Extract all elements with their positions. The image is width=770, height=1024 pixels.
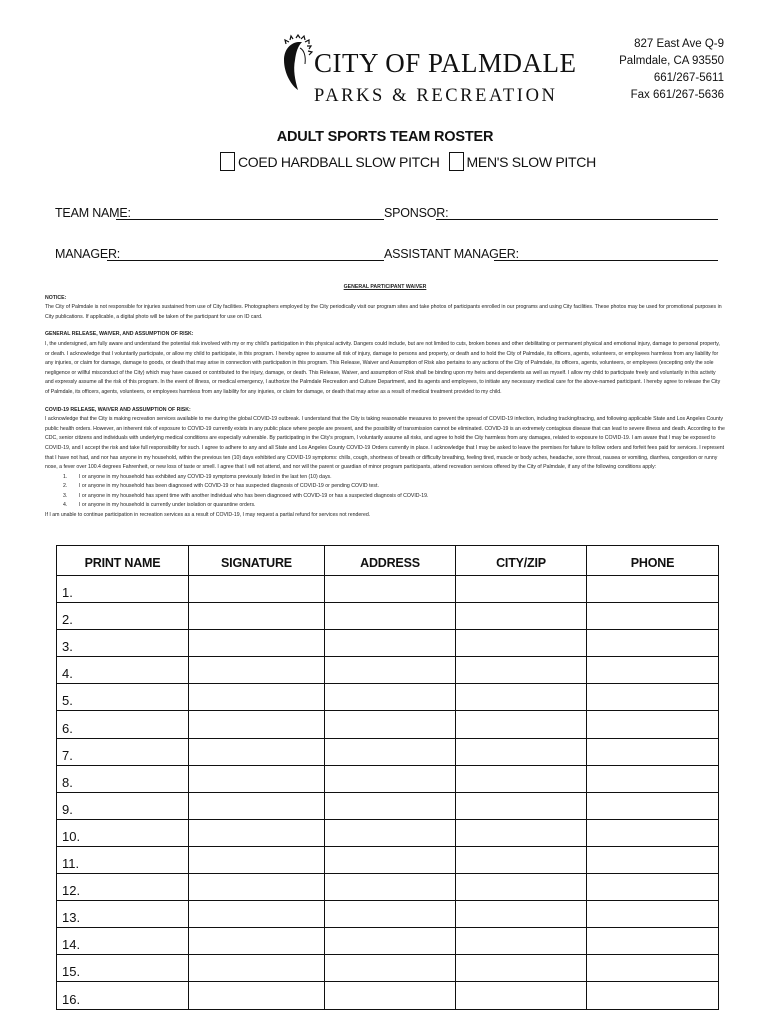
table-row bbox=[57, 630, 719, 657]
signature-cell[interactable] bbox=[189, 955, 325, 982]
row-number: 8. bbox=[62, 774, 73, 790]
row-number: 6. bbox=[62, 720, 73, 736]
address-cell[interactable] bbox=[325, 955, 456, 982]
row-number: 5. bbox=[62, 693, 73, 709]
table-row bbox=[57, 819, 719, 846]
print-name-cell[interactable] bbox=[57, 630, 189, 657]
mens-checkbox[interactable] bbox=[449, 152, 464, 171]
row-number: 13. bbox=[62, 910, 81, 926]
address-cell[interactable] bbox=[325, 846, 456, 873]
print-name-cell[interactable] bbox=[57, 657, 189, 684]
phone-cell[interactable] bbox=[587, 657, 719, 684]
print-name-cell[interactable] bbox=[57, 738, 189, 765]
phone-cell[interactable] bbox=[587, 819, 719, 846]
covid-text: I acknowledge that the City is making recreation services available to me during the global COVID-19 outbreak. I understand that the City is taking reasonable measures to prevent the spread of COVID-19 infection, including tracking/tracing, and following applicable State and Los Angeles County public health orders. However, an inherent risk of exposure to COVID-19 currently exists in any public place where people are present, and the possibility of transmission cannot be eliminated. COVID-19 is an extremely contagious disease that can lead to severe illness and death. According to the CDC, senior citizens and individuals with underlying medical conditions are especially vulnerable. By participating in the City's program, I voluntarily assume all risks, and agree to hold the City harmless from any damages, related to exposure to COVID-19. I am aware that I may be exposed to COVID-19, and I accept the risk and take full responsibility for such. I agree to adhere to any and all State and Los Angeles County COVID-19 Orders currently in place. I acknowledge that I may be asked to leave the premises for failure to follow orders and forfeit fees paid for services. I represent that I have not had, and nor has anyone in my household, within the previous ten (10) days exhibited any COVID-19 symptoms: chills, cough, shortness of breath or difficulty breathing, feeling tired, muscle or body aches, headache, sore throat, nausea or vomiting, diarrhea, congestion or runny nose, a fever over 100.4 degrees Fahrenheit, or new loss of taste or smell. I agree that I will not attend, and nor will the parent or guardian of minor program participants, attend recreation services offered by the City of Palmdale, if any of the following conditions apply: bbox=[45, 416, 725, 471]
city-state-zip: Palmdale, CA 93550 bbox=[619, 55, 724, 67]
print-name-cell[interactable] bbox=[57, 819, 189, 846]
row-number: 11. bbox=[62, 856, 80, 872]
release-text: I, the undersigned, am fully aware and understand the potential risk involved with my or my child's participation in this physical activity. Dangers could include, but are not limited to cuts, broken bones and other debilitating or permanent physical and emotional injury, damage to personal property, or death. I acknowledge that I voluntarily participate, or allow my child to participate, in this program. I hereby agree to assume all risk of injury, damage to persons and property, or death and to hold the City of Palmdale, its officers, agents, volunteers, or employees harmless from any liability for any injuries, or claim for damage, damage to goods, or death that may arise in connection with participation in this program. This Release, Waiver and Assumption of Risk also pertains to any actions of the City of Palmdale, its officers, agents, volunteers, or employees (excepting only the sole negligence or willful misconduct of the City) which may have caused or contributed to the injury, damage, or death. This Release, Waiver, and assumption of Risk shall be binding upon my heirs and dependents as well as myself. I allow my child to participate freely and voluntarily in this activity and expressly assume all the risk of this program. In the event of illness, or medical emergency, I authorize the Palmdale Recreation and Culture Department, and its agents and employees, to initiate any necessary medical care for the above-named participant. I hereby agree to release the City of Palmdale, its officers, agents, volunteers, or employees harmless from any liability for any injuries, or claim for damage, or death that may arise as a result of medical treatment provided to my child. bbox=[45, 340, 721, 395]
address-cell[interactable] bbox=[325, 819, 456, 846]
city-zip-cell[interactable] bbox=[456, 684, 587, 711]
city-name: CITY OF PALMDALE bbox=[314, 48, 577, 78]
print-name-cell[interactable] bbox=[57, 603, 189, 630]
city-zip-cell[interactable] bbox=[456, 603, 587, 630]
table-row bbox=[57, 603, 719, 630]
manager-field[interactable] bbox=[107, 260, 384, 261]
table-row bbox=[57, 955, 719, 982]
header-address: ADDRESS bbox=[325, 546, 456, 576]
row-number: 15. bbox=[62, 964, 81, 980]
signature-cell[interactable] bbox=[189, 576, 325, 603]
row-number: 7. bbox=[62, 747, 73, 763]
table-row bbox=[57, 928, 719, 955]
table-row bbox=[57, 684, 719, 711]
phone-cell[interactable] bbox=[587, 792, 719, 819]
signature-cell[interactable] bbox=[189, 901, 325, 928]
signature-cell[interactable] bbox=[189, 819, 325, 846]
assistant-manager-label: ASSISTANT MANAGER: bbox=[384, 247, 519, 261]
signature-cell[interactable] bbox=[189, 928, 325, 955]
condition-item: 2. I or anyone in my household has been diagnosed with COVID-19 or has suspected diagnosis of COVID-19 or pending COVID test. bbox=[63, 483, 379, 490]
closing-text: If I am unable to continue participation in recreation services as a result of COVID-19, I may request a partial refund for services not rendered. bbox=[45, 512, 371, 519]
table-row bbox=[57, 657, 719, 684]
table-row bbox=[57, 901, 719, 928]
phone-cell[interactable] bbox=[587, 901, 719, 928]
table-row bbox=[57, 874, 719, 901]
table-row bbox=[57, 711, 719, 738]
print-name-cell[interactable] bbox=[57, 792, 189, 819]
address-cell[interactable] bbox=[325, 657, 456, 684]
phone-cell[interactable] bbox=[587, 738, 719, 765]
address-cell[interactable] bbox=[325, 874, 456, 901]
condition-item: 4. I or anyone in my household is currently under isolation or quarantine orders. bbox=[63, 502, 256, 509]
print-name-cell[interactable] bbox=[57, 982, 189, 1009]
signature-cell[interactable] bbox=[189, 765, 325, 792]
print-name-cell[interactable] bbox=[57, 765, 189, 792]
table-row bbox=[57, 738, 719, 765]
covid-heading: COVID-19 RELEASE, WAIVER AND ASSUMPTION OF RISK: bbox=[45, 406, 191, 413]
team-name-field[interactable] bbox=[116, 219, 384, 220]
signature-cell[interactable] bbox=[189, 684, 325, 711]
print-name-cell[interactable] bbox=[57, 711, 189, 738]
street-address: 827 East Ave Q-9 bbox=[634, 38, 724, 50]
table-row bbox=[57, 982, 719, 1009]
print-name-cell[interactable] bbox=[57, 846, 189, 873]
address-cell[interactable] bbox=[325, 901, 456, 928]
print-name-cell[interactable] bbox=[57, 901, 189, 928]
table-row bbox=[57, 846, 719, 873]
row-number: 14. bbox=[62, 937, 81, 953]
row-number: 12. bbox=[62, 883, 81, 899]
city-zip-cell[interactable] bbox=[456, 874, 587, 901]
address-cell[interactable] bbox=[325, 630, 456, 657]
row-number: 1. bbox=[62, 585, 73, 601]
assistant-manager-field[interactable] bbox=[494, 260, 718, 261]
phone-cell[interactable] bbox=[587, 630, 719, 657]
city-zip-cell[interactable] bbox=[456, 630, 587, 657]
row-number: 3. bbox=[62, 639, 73, 655]
header-print-name: PRINT NAME bbox=[57, 546, 189, 576]
table-row bbox=[57, 765, 719, 792]
phone-cell[interactable] bbox=[587, 982, 719, 1009]
row-number: 4. bbox=[62, 666, 73, 682]
signature-cell[interactable] bbox=[189, 657, 325, 684]
address-cell[interactable] bbox=[325, 792, 456, 819]
address-cell[interactable] bbox=[325, 738, 456, 765]
city-zip-cell[interactable] bbox=[456, 982, 587, 1009]
phone-cell[interactable] bbox=[587, 874, 719, 901]
department-name: PARKS & RECREATION bbox=[314, 86, 558, 106]
phone-cell[interactable] bbox=[587, 765, 719, 792]
phone-cell[interactable] bbox=[587, 711, 719, 738]
mens-option-label: MEN'S SLOW PITCH bbox=[466, 153, 596, 170]
form-title: ADULT SPORTS TEAM ROSTER bbox=[276, 129, 494, 145]
manager-label: MANAGER: bbox=[55, 247, 121, 261]
city-zip-cell[interactable] bbox=[456, 711, 587, 738]
city-zip-cell[interactable] bbox=[456, 901, 587, 928]
phone-cell[interactable] bbox=[587, 576, 719, 603]
roster-table bbox=[56, 545, 719, 1010]
city-zip-cell[interactable] bbox=[456, 765, 587, 792]
waiver-title: GENERAL PARTICIPANT WAIVER bbox=[343, 284, 427, 290]
signature-cell[interactable] bbox=[189, 630, 325, 657]
print-name-cell[interactable] bbox=[57, 955, 189, 982]
address-cell[interactable] bbox=[325, 576, 456, 603]
notice-text: The City of Palmdale is not responsible for injuries sustained from use of City facilities. Photographers employed by the City periodically visit our program sites and take photos of participants enrolled in our programs and using City facilities. These photos may be used for promotional purposes in City publications. If applicable, a digital photo will be taken of the participant for use on ID card. bbox=[45, 304, 722, 320]
signature-cell[interactable] bbox=[189, 792, 325, 819]
city-zip-cell[interactable] bbox=[456, 846, 587, 873]
condition-item: 3. I or anyone in my household has spent time with another individual who has been diagnosed with COVID-19 or has a suspected diagnosis of COVID-19. bbox=[63, 492, 429, 499]
print-name-cell[interactable] bbox=[57, 576, 189, 603]
address-cell[interactable] bbox=[325, 684, 456, 711]
row-number: 10. bbox=[62, 828, 81, 844]
print-name-cell[interactable] bbox=[57, 874, 189, 901]
header-phone: PHONE bbox=[587, 546, 719, 576]
phone-cell[interactable] bbox=[587, 928, 719, 955]
phone-cell[interactable] bbox=[587, 955, 719, 982]
print-name-cell[interactable] bbox=[57, 928, 189, 955]
signature-cell[interactable] bbox=[189, 603, 325, 630]
city-zip-cell[interactable] bbox=[456, 576, 587, 603]
city-logo bbox=[276, 30, 577, 110]
phone-cell[interactable] bbox=[587, 684, 719, 711]
contact-address bbox=[619, 36, 724, 104]
release-heading: GENERAL RELEASE, WAIVER, AND ASSUMPTION OF RISK: bbox=[45, 331, 194, 338]
signature-cell[interactable] bbox=[189, 874, 325, 901]
team-name-label: TEAM NAME: bbox=[55, 206, 131, 220]
city-zip-cell[interactable] bbox=[456, 792, 587, 819]
address-cell[interactable] bbox=[325, 711, 456, 738]
participant-waiver bbox=[45, 283, 725, 521]
address-cell[interactable] bbox=[325, 765, 456, 792]
city-zip-cell[interactable] bbox=[456, 657, 587, 684]
signature-cell[interactable] bbox=[189, 846, 325, 873]
header-city-zip: CITY/ZIP bbox=[456, 546, 587, 576]
table-row bbox=[57, 792, 719, 819]
signature-cell[interactable] bbox=[189, 711, 325, 738]
coed-checkbox[interactable] bbox=[220, 152, 235, 171]
phone-cell[interactable] bbox=[587, 846, 719, 873]
condition-item: 1. I or anyone in my household has exhibited any COVID-19 symptoms previously listed in the last ten (10) days. bbox=[63, 473, 332, 480]
sponsor-label: SPONSOR: bbox=[384, 206, 449, 220]
sponsor-field[interactable] bbox=[436, 219, 718, 220]
address-cell[interactable] bbox=[325, 982, 456, 1009]
print-name-cell[interactable] bbox=[57, 684, 189, 711]
row-number: 16. bbox=[62, 991, 81, 1007]
palm-tree-logo-icon bbox=[276, 34, 316, 92]
table-header-row bbox=[57, 546, 719, 576]
division-options bbox=[220, 152, 605, 171]
city-zip-cell[interactable] bbox=[456, 928, 587, 955]
coed-option-label: COED HARDBALL SLOW PITCH bbox=[238, 153, 440, 170]
row-number: 9. bbox=[62, 801, 73, 817]
signature-cell[interactable] bbox=[189, 982, 325, 1009]
signature-cell[interactable] bbox=[189, 738, 325, 765]
row-number: 2. bbox=[62, 612, 73, 628]
city-zip-cell[interactable] bbox=[456, 819, 587, 846]
address-cell[interactable] bbox=[325, 928, 456, 955]
address-cell[interactable] bbox=[325, 603, 456, 630]
notice-heading: NOTICE: bbox=[45, 294, 67, 301]
city-zip-cell[interactable] bbox=[456, 955, 587, 982]
header-signature: SIGNATURE bbox=[189, 546, 325, 576]
table-row bbox=[57, 576, 719, 603]
phone-number: 661/267-5611 bbox=[653, 72, 724, 84]
city-zip-cell[interactable] bbox=[456, 738, 587, 765]
phone-cell[interactable] bbox=[587, 603, 719, 630]
fax-number: Fax 661/267-5636 bbox=[630, 89, 724, 101]
